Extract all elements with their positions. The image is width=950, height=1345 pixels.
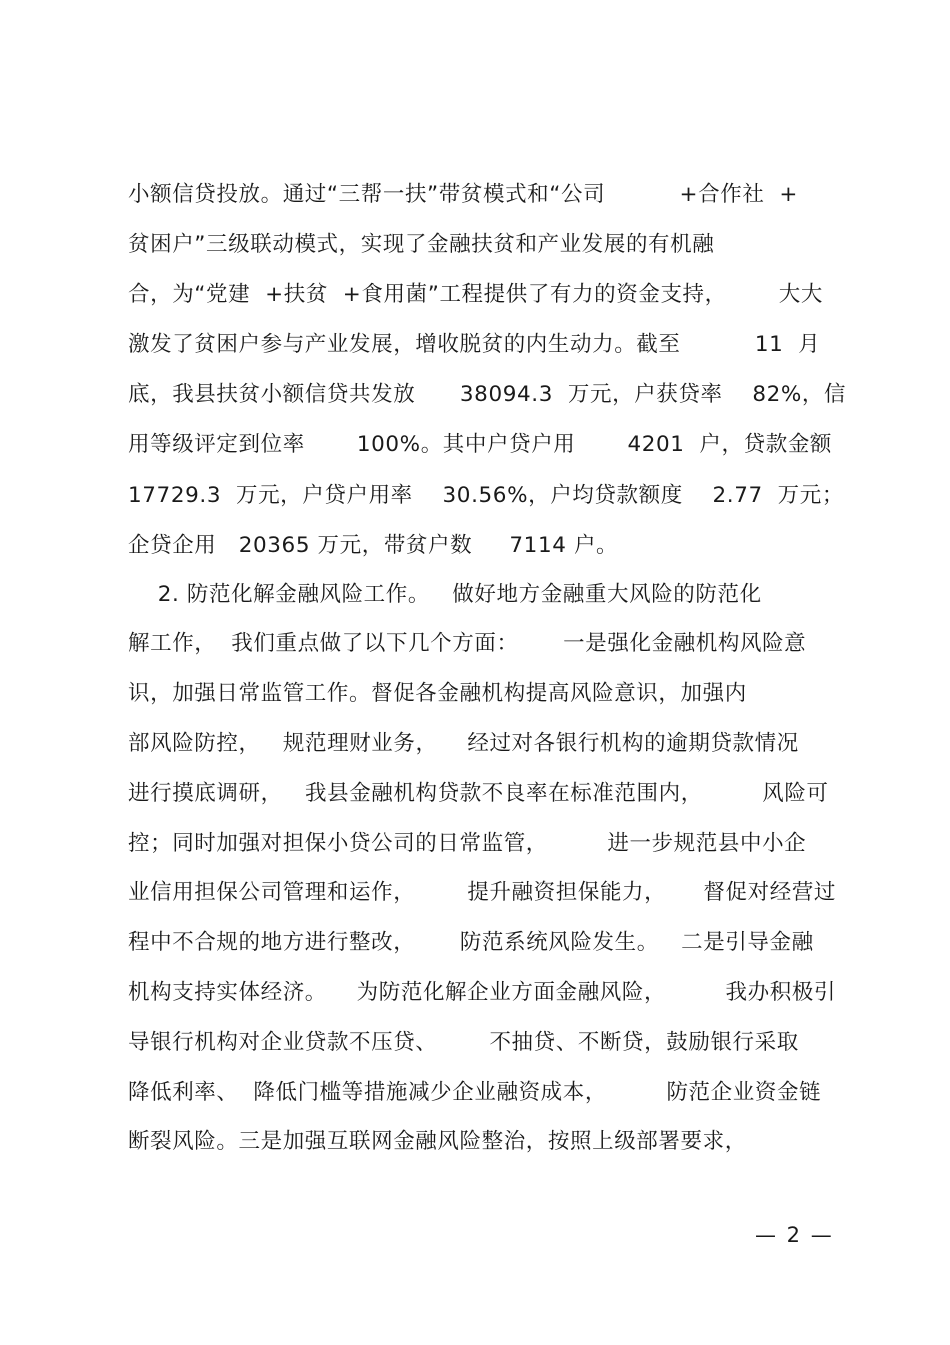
text-line: 进行摸底调研， 我县金融机构贷款不良率在标准范围内， 风险可 (128, 781, 829, 806)
text-line: 17729.3 万元，户贷户用率 30.56%，户均贷款额度 2.77 万元； (128, 483, 844, 508)
text-line: 控；同时加强对担保小贷公司的日常监管， 进一步规范县中小企 (128, 831, 807, 856)
text-line: 识，加强日常监管工作。督促各金融机构提高风险意识，加强内 (128, 681, 747, 706)
text-line: 机构支持实体经济。 为防范化解企业方面金融风险， 我办积极引 (128, 980, 837, 1005)
text-line: 底，我县扶贫小额信贷共发放 38094.3 万元，户获贷率 82%，信 (128, 382, 847, 407)
text-line: 程中不合规的地方进行整改， 防范系统风险发生。 二是引导金融 (128, 930, 814, 955)
text-line: 小额信贷投放。通过“三帮一扶”带贫模式和“公司 +合作社 + (128, 182, 798, 207)
text-line: 导银行机构对企业贷款不压贷、 不抽贷、不断贷，鼓励银行采取 (128, 1030, 799, 1055)
text-line: 企贷企用 20365 万元，带贫户数 7114 户。 (128, 533, 619, 558)
text-line: 降低利率、 降低门槛等措施减少企业融资成本， 防范企业资金链 (128, 1080, 822, 1105)
text-line: 用等级评定到位率 100%。其中户贷户用 4201 户，贷款金额 (128, 432, 833, 457)
text-line: 激发了贫困户参与产业发展，增收脱贫的内生动力。截至 11 月 (128, 332, 821, 357)
page-number: — 2 — (755, 1223, 834, 1247)
text-line: 合，为“党建 +扶贫 +食用菌”工程提供了有力的资金支持， 大大 (128, 282, 823, 307)
text-line: 业信用担保公司管理和运作， 提升融资担保能力， 督促对经营过 (128, 880, 837, 905)
text-line: 断裂风险。三是加强互联网金融风险整治，按照上级部署要求， (128, 1129, 747, 1154)
text-line: 2. 防范化解金融风险工作。 做好地方金融重大风险的防范化 (128, 582, 762, 607)
text-line: 解工作， 我们重点做了以下几个方面： 一是强化金融机构风险意 (128, 631, 807, 656)
text-line: 部风险防控， 规范理财业务， 经过对各银行机构的逾期贷款情况 (128, 731, 799, 756)
text-line: 贫困户”三级联动模式，实现了金融扶贫和产业发展的有机融 (128, 232, 715, 257)
